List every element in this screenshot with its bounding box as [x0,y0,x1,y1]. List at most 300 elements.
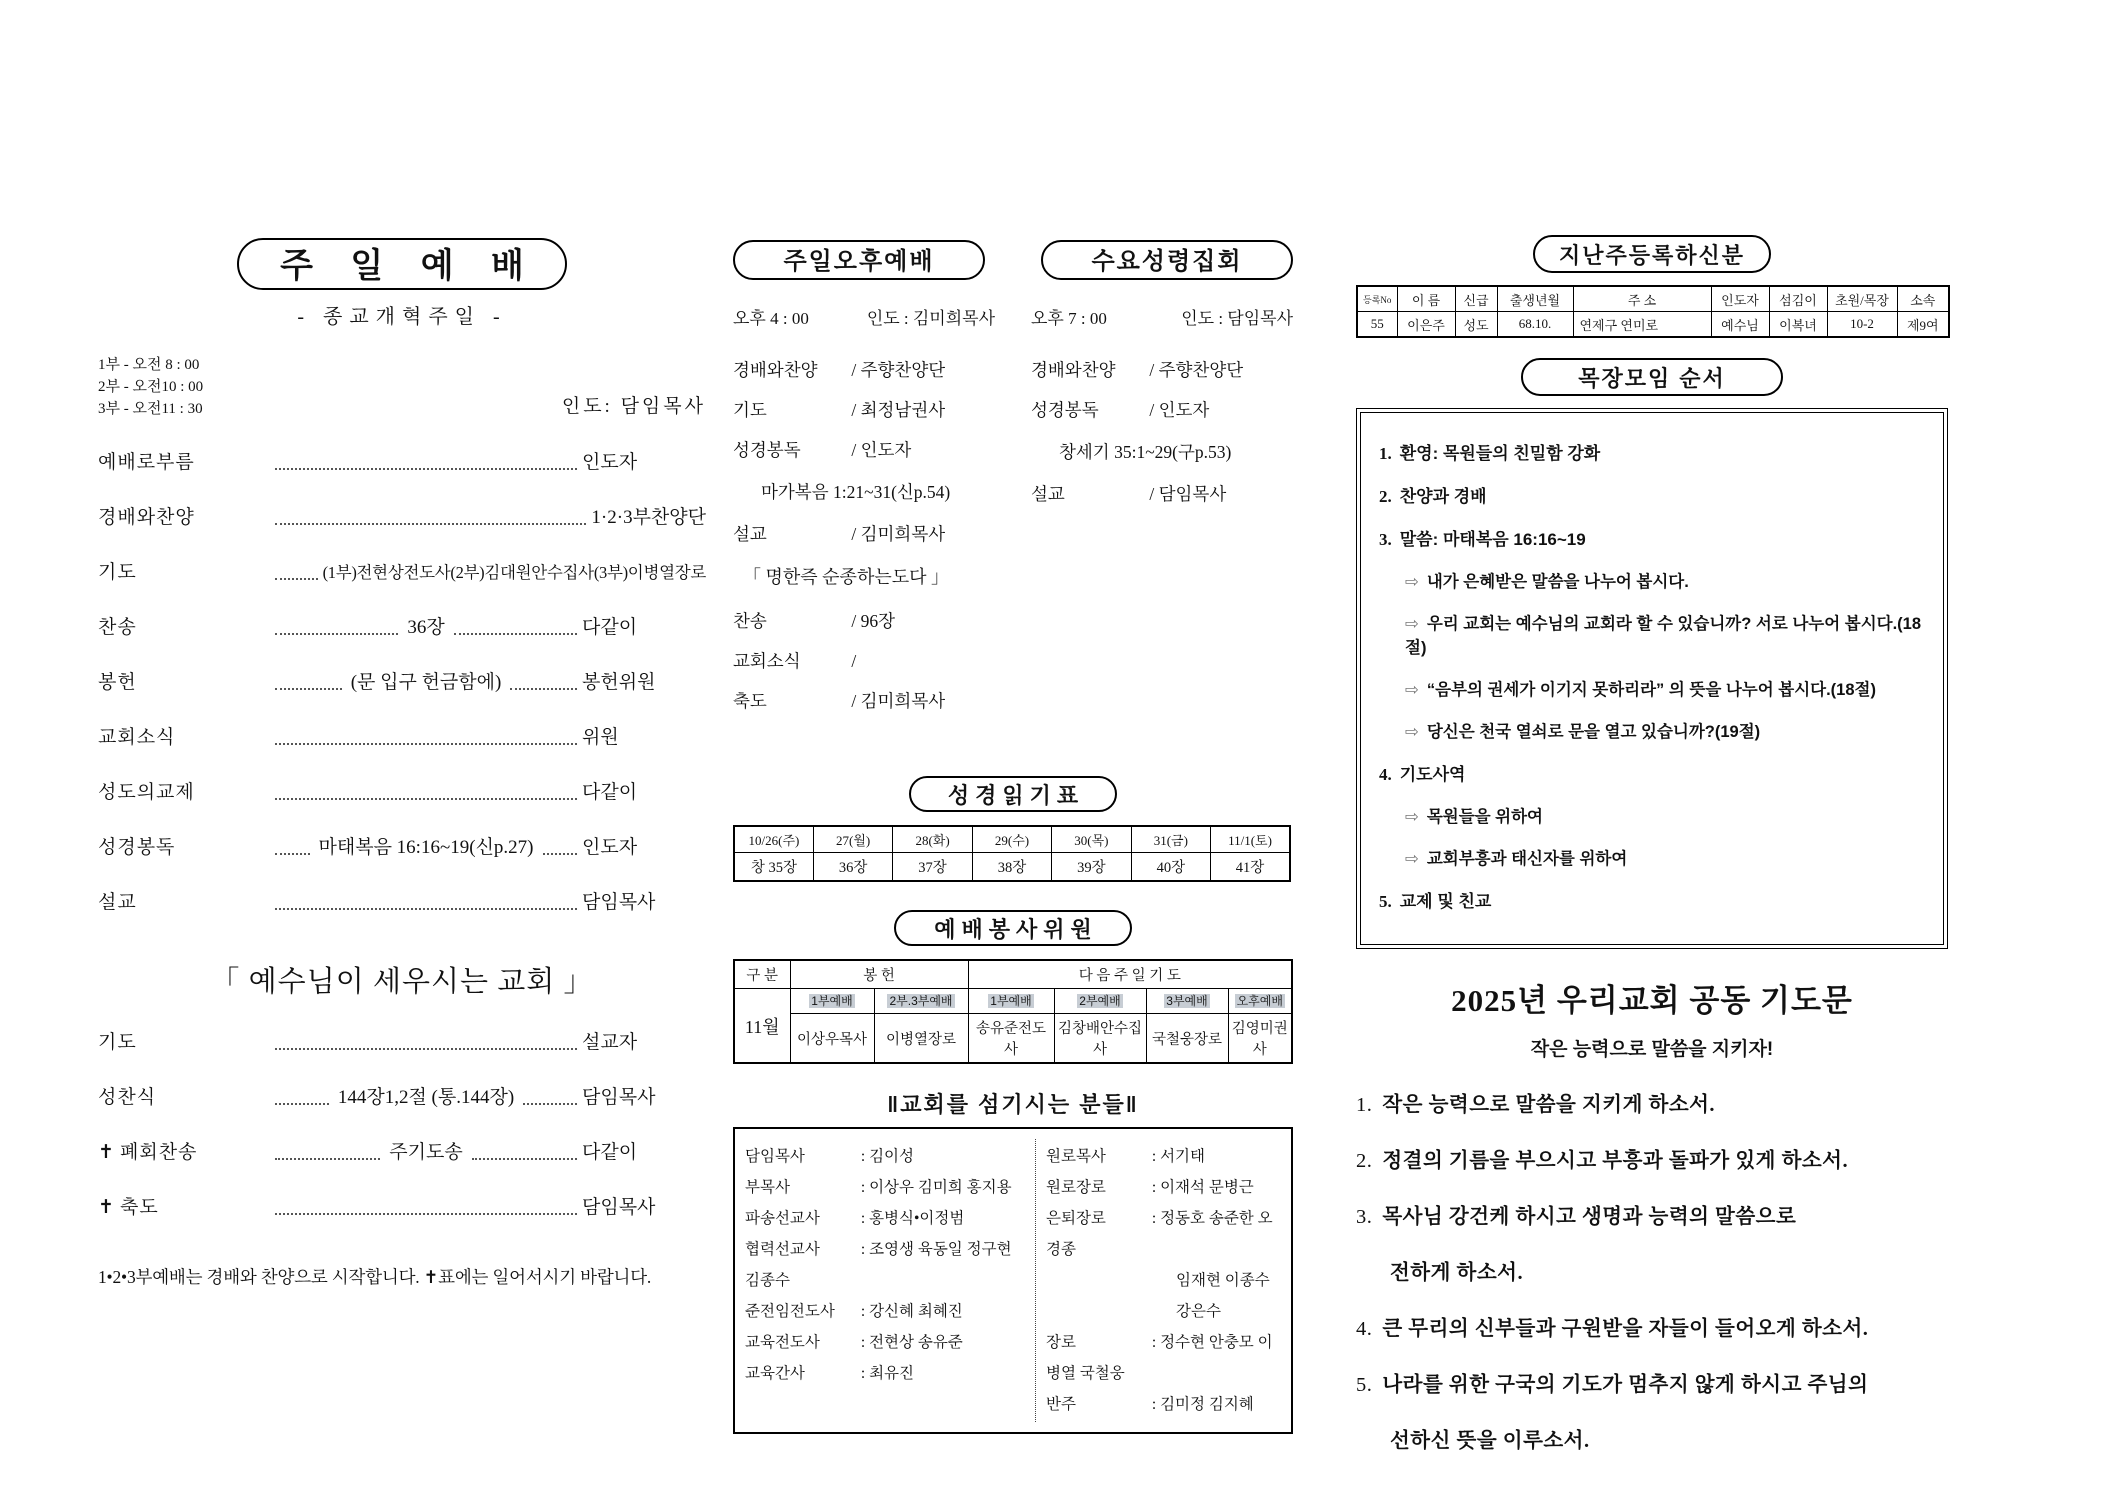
service-item-sep: / [847,524,861,544]
service-item-label: 성경봉독 [733,440,801,460]
servants-subhead-cell [1146,989,1228,1014]
order-label-text: 성도의교제 [98,782,195,804]
service-item-value: 김미희목사 [860,691,946,711]
worship-order-row [98,615,706,640]
wednesday-time: 오후 7 : 00 [1031,309,1107,328]
prayer-line [1356,1199,1948,1229]
bible-reading-table [733,825,1291,882]
mokjang-item-number: 4. [1379,765,1392,784]
staff-colon: : [857,1148,870,1165]
reading-day-cell: 29(수) [972,826,1051,853]
dotted-leader [275,468,577,470]
service-item-sep: / [1145,484,1159,504]
worship-servants-table [733,959,1293,1064]
service-scripture-text: 마가복음 1:21~31(신p.54) [761,482,951,502]
order-right-text: 담임목사 [582,1197,656,1219]
mokjang-item [1379,887,1929,912]
order-right-text: 다같이 [582,782,638,804]
prayer-line [1356,1311,1948,1341]
mokjang-outer-box [1356,408,1948,949]
common-prayer-subtitle: 작은 능력으로 말씀을 지키자! [1530,1039,1774,1060]
church-staff-section [733,1088,1293,1434]
mokjang-order-list [1360,412,1944,945]
mokjang-sub-text: 당신은 천국 열쇠로 문을 열고 있습니까?(19절) [1426,723,1761,741]
service-item-value: 96장 [860,611,896,631]
servants-subhead-cell [874,989,968,1014]
order-label-text: 봉헌 [98,672,137,694]
staff-line [745,1172,1025,1203]
order-label-text: 경배와찬양 [98,507,195,529]
prayer-item-text: 전하게 하소서. [1390,1262,1524,1284]
reading-chapter-row [734,853,1290,882]
bible-reading-section [733,776,1293,882]
servants-subhead-cell [968,989,1054,1014]
mid-service-titles [733,240,1293,280]
worship-order-list-b [98,1030,706,1220]
order-label [98,890,270,915]
reading-chapter-cell: 41장 [1211,853,1290,882]
service-item-row [733,523,995,546]
staff-names: 최유진 [869,1365,914,1382]
service-item-sep: / [847,651,857,671]
registered-value-row [1357,312,1949,338]
staff-line [745,1327,1025,1358]
registered-header-cell: 초원/목장 [1827,286,1897,312]
service-item-value: 김미희목사 [860,524,946,544]
church-staff-left-column [735,1139,1035,1422]
dotted-leader [510,688,577,690]
staff-role: 교육전도사 [745,1334,820,1351]
servants-subhead-cell [1228,989,1292,1014]
reading-day-cell: 10/26(주) [734,826,813,853]
staff-line [745,1296,1025,1327]
order-label [98,835,270,860]
arrow-right-icon: ⇨ [1405,808,1419,826]
service-item-label: 설교 [733,524,767,544]
dotted-leader [275,798,577,800]
staff-role: 협력선교사 [745,1241,820,1258]
order-center-text: 마태복음 16:16~19(신p.27) [318,837,534,859]
afternoon-order-list [733,359,995,730]
service-item-row [733,359,995,382]
staff-colon: : [1148,1334,1161,1351]
prayer-item-text: 목사님 강건케 하시고 생명과 능력의 말씀으로 [1382,1206,1797,1228]
staff-names: 서기태 [1160,1148,1205,1165]
worship-order-row [98,890,706,915]
prayer-line [1356,1367,1948,1397]
staff-names: 정동호 송준한 오경종 [1046,1210,1273,1258]
servants-name-cell: 송유준전도사 [968,1014,1054,1064]
staff-line [1046,1327,1281,1389]
staff-colon: : [1148,1396,1161,1413]
worship-order-row [98,450,706,475]
servants-subhead-cell [790,989,874,1014]
right-section [1356,235,1948,1453]
registered-value-cell: 68.10. [1497,312,1573,338]
reading-chapter-cell: 40장 [1131,853,1210,882]
dotted-leader [543,853,578,855]
prayer-line [1356,1423,1948,1453]
worship-order-list-a [98,450,706,915]
worship-servants-section [733,910,1293,1064]
staff-colon: : [857,1179,870,1196]
mokjang-item [1379,525,1929,550]
mokjang-item [1379,439,1929,464]
servants-header-row [734,960,1292,989]
reading-day-cell: 27(월) [813,826,892,853]
sermon-title: 「 예수님이 세우시는 교회 」 [210,966,594,999]
reading-day-cell: 30(목) [1052,826,1131,853]
wednesday-order-list [1031,359,1293,730]
staff-line [745,1358,1025,1389]
service-item-label: 설교 [1031,484,1065,504]
service-time-2: 2부 - 오전10 : 00 [98,378,204,395]
servants-subhead-row [734,989,1292,1014]
newly-registered-table [1356,285,1950,338]
staff-colon: : [1148,1210,1161,1227]
bible-reading-title: 성경읽기표 [909,776,1117,812]
staff-role: 교육간사 [745,1365,805,1382]
registered-header-cell: 신급 [1455,286,1497,312]
dotted-leader [275,1213,577,1215]
mokjang-sub-text: 우리 교회는 예수님의 교회라 할 수 있습니까? 서로 나누어 봅시다.(18절) [1405,615,1922,657]
sunday-worship-meta [98,355,706,420]
prayer-item-text: 작은 능력으로 말씀을 지키게 하소서. [1382,1094,1716,1116]
order-label-text: 폐회찬송 [120,1142,198,1164]
reading-chapter-cell: 창 35장 [734,853,813,882]
mokjang-section [1356,358,1948,949]
order-label-text: 설교 [98,892,137,914]
registered-value-cell: 연제구 연미로 [1573,312,1711,338]
staff-names: 홍병식•이정범 [869,1210,965,1227]
worship-order-row [98,1140,706,1165]
staff-names: 조영생 육동일 정구현 김종수 [745,1241,1012,1289]
staff-line [1046,1141,1281,1172]
church-staff-box [733,1127,1293,1434]
staff-names: 이상우 김미희 홍지용 [869,1179,1012,1196]
servants-group-offering: 봉 헌 [790,960,968,989]
sunday-worship-subtitle: - 종교개혁주일 - [297,306,507,328]
reading-day-cell: 11/1(토) [1211,826,1290,853]
staff-role: 원로목사 [1046,1148,1106,1165]
service-item-sep: / [847,440,861,460]
prayer-item-number: 3. [1356,1206,1373,1228]
order-right-text: 담임목사 [582,892,656,914]
mokjang-sub-item [1405,568,1929,592]
mokjang-sub-item [1405,845,1929,869]
order-label-text: 기도 [98,562,137,584]
registered-header-cell: 주 소 [1573,286,1711,312]
reading-chapter-cell: 37장 [893,853,972,882]
cross-icon: ✝ [98,1197,114,1219]
common-prayer-list [1356,1087,1948,1453]
prayer-item-number: 1. [1356,1094,1373,1116]
order-right-text: 위원 [582,727,619,749]
service-item-label: 축도 [733,691,767,711]
arrow-right-icon: ⇨ [1405,681,1419,699]
registered-value-cell: 이복녀 [1769,312,1827,338]
service-item-value: 주향찬양단 [1158,360,1244,380]
registered-value-cell: 성도 [1455,312,1497,338]
church-staff-right-column [1035,1139,1291,1422]
staff-line [1046,1203,1281,1265]
order-label [98,780,270,805]
order-label [98,1195,270,1220]
servants-subhead-text: 2부예배 [1079,994,1121,1008]
staff-colon: : [857,1241,870,1258]
service-item-row [733,690,995,713]
reading-chapter-cell: 36장 [813,853,892,882]
registered-header-cell: 출생년월 [1497,286,1573,312]
service-item-label: 경배와찬양 [1031,360,1116,380]
mokjang-sub-text: “음부의 권세가 이기지 못하리라” 의 뜻을 나누어 봅시다.(18절) [1426,681,1876,699]
service-item-sep: / [847,691,861,711]
order-right-text: 인도자 [582,837,638,859]
dotted-leader [275,1048,577,1050]
order-center-text: (문 입구 헌금함에) [350,672,502,694]
mokjang-sub-text: 내가 은혜받은 말씀을 나누어 봅시다. [1426,573,1689,591]
order-right-text: 설교자 [582,1032,638,1054]
mokjang-item-number: 2. [1379,487,1392,506]
service-item-label: 교회소식 [733,651,801,671]
prayer-item-text: 정결의 기름을 부으시고 부흥과 돌파가 있게 하소서. [1382,1150,1849,1172]
servants-name-cell: 이병열장로 [874,1014,968,1064]
middle-section [733,240,1293,1434]
order-right-text: 담임목사 [582,1087,656,1109]
wednesday-leader: 인도 : 담임목사 [1181,309,1293,328]
registered-value-cell: 55 [1357,312,1397,338]
service-item-value: 인도자 [1158,400,1210,420]
worship-order-row [98,1030,706,1055]
common-prayer-title: 2025년 우리교회 공동 기도문 [1451,983,1853,1018]
dotted-leader [275,633,398,635]
order-label-text: 성경봉독 [98,837,176,859]
service-item-label: 경배와찬양 [733,360,818,380]
staff-role: 부목사 [745,1179,790,1196]
service-item-label: 성경봉독 [1031,400,1099,420]
staff-names: 강신혜 최혜진 [869,1303,963,1320]
mokjang-item [1379,760,1929,785]
order-label-text: 축도 [120,1197,159,1219]
dotted-leader [472,1158,577,1160]
order-label [98,450,270,475]
staff-colon: : [857,1365,870,1382]
worship-order-row [98,725,706,750]
service-item-row [1031,399,1293,422]
mokjang-sub-item [1405,676,1929,700]
prayer-item-text: 큰 무리의 신부들과 구원받을 자들이 들어오게 하소서. [1382,1318,1869,1340]
staff-line [1046,1265,1281,1327]
staff-role: 파송선교사 [745,1210,820,1227]
prayer-item-number: 5. [1356,1374,1373,1396]
servants-subhead-text: 2부.3부예배 [889,994,953,1008]
servants-month: 11월 [734,989,790,1064]
reading-chapter-cell: 38장 [972,853,1051,882]
dotted-leader [275,1158,380,1160]
newly-registered-title: 지난주등록하신분 [1533,235,1771,273]
mokjang-item-text: 교제 및 친교 [1399,892,1492,911]
cross-icon: ✝ [98,1142,114,1164]
service-item-value: 최정남권사 [860,400,946,420]
church-staff-title: ‖교회를 섬기시는 분들‖ [887,1092,1139,1117]
arrow-right-icon: ⇨ [1405,850,1419,868]
registered-header-cell: 섬김이 [1769,286,1827,312]
order-center-text: 주기도송 [389,1142,463,1164]
staff-role: 준전임전도사 [745,1303,835,1320]
order-label-text: 성찬식 [98,1087,157,1109]
worship-order-row [98,1085,706,1110]
mokjang-sub-text: 목원들을 위하여 [1426,808,1543,826]
reading-chapter-cell: 39장 [1052,853,1131,882]
order-right-text: 다같이 [582,1142,638,1164]
worship-order-row [98,1195,706,1220]
servants-subhead-text: 3부예배 [1166,994,1208,1008]
mokjang-item-text: 환영: 목원들의 친밀함 강화 [1399,444,1601,463]
staff-role: 은퇴장로 [1046,1210,1106,1227]
servants-name-cell: 국철웅장로 [1146,1014,1228,1064]
order-label [98,560,270,585]
service-times [98,355,203,420]
staff-names: 김미정 김지혜 [1160,1396,1254,1413]
mokjang-sub-item [1405,610,1929,658]
prayer-item-text: 나라를 위한 구국의 기도가 멈추지 않게 하시고 주님의 [1382,1374,1869,1396]
staff-line [745,1141,1025,1172]
order-label-text: 교회소식 [98,727,176,749]
dotted-leader [275,688,342,690]
service-item-row [733,439,995,462]
order-center-text: 144장1,2절 (통.144장) [337,1087,515,1109]
worship-servants-title: 예배봉사위원 [894,910,1132,946]
worship-order-row [98,835,706,860]
worship-order-row [98,560,706,585]
sunday-worship-section [98,238,706,1289]
prayer-item-number: 2. [1356,1150,1373,1172]
service-item-sep: / [1145,400,1159,420]
dotted-leader [275,1103,329,1105]
service-item-value: 담임목사 [1158,484,1227,504]
staff-role: 반주 [1046,1396,1076,1413]
mokjang-item-text: 말씀: 마태복음 16:16~19 [1399,530,1586,549]
service-item-row [733,399,995,422]
dotted-leader [523,1103,577,1105]
staff-role: 장로 [1046,1334,1076,1351]
dotted-leader [275,578,318,580]
staff-names: 이재석 문병근 [1160,1179,1254,1196]
registered-header-cell: 인도자 [1711,286,1769,312]
order-right-text: 다같이 [582,617,638,639]
worship-footnote: 1•2•3부예배는 경배와 찬양으로 시작합니다. ✝표에는 일어서시기 바랍니다. [98,1267,652,1288]
prayer-item-text: 선하신 뜻을 이루소서. [1390,1430,1590,1452]
dotted-leader [275,523,586,525]
mokjang-sub-item [1405,803,1929,827]
staff-names: 임재현 이종수 강은수 [1176,1272,1270,1320]
staff-colon: : [857,1210,870,1227]
mokjang-item-number: 1. [1379,444,1392,463]
afternoon-info [733,304,995,329]
registered-value-cell: 10-2 [1827,312,1897,338]
order-label-text: 기도 [98,1032,137,1054]
servants-subhead-text: 1부예배 [811,994,853,1008]
order-label [98,615,270,640]
service-leader: 인도: 담임목사 [561,396,706,418]
registered-header-cell: 등록No [1357,286,1397,312]
wednesday-info [1031,304,1293,329]
reading-day-cell: 31(금) [1131,826,1210,853]
servants-group-nextweek: 다 음 주 일 기 도 [968,960,1292,989]
prayer-line [1356,1143,1948,1173]
mokjang-item-number: 3. [1379,530,1392,549]
afternoon-time: 오후 4 : 00 [733,309,809,328]
common-prayer-section [1356,975,1948,1453]
service-item-value: 주향찬양단 [860,360,946,380]
staff-names: 김이성 [869,1148,914,1165]
service-item-row [1031,483,1293,506]
registered-header-row [1357,286,1949,312]
staff-role: 담임목사 [745,1148,805,1165]
mokjang-sub-text: 교회부흥과 태신자를 위하여 [1426,850,1628,868]
order-right-text: (1부)전현상전도사(2부)김대원안수집사(3부)이병열장로 [322,563,706,583]
order-right-text: 인도자 [582,452,638,474]
afternoon-leader: 인도 : 김미희목사 [866,309,995,328]
order-label-text: 예배로부름 [98,452,195,474]
servants-name-cell: 이상우목사 [790,1014,874,1064]
service-item-sep: / [847,360,861,380]
wednesday-service-title: 수요성령집회 [1041,240,1293,280]
service-time-1: 1부 - 오전 8 : 00 [98,357,200,373]
servants-subhead-text: 오후예배 [1236,994,1283,1008]
order-label [98,670,270,695]
mokjang-item-text: 찬양과 경배 [1399,487,1487,506]
service-item-value: 인도자 [860,440,912,460]
servants-subhead-cell [1054,989,1146,1014]
order-right-text: 1·2·3부찬양단 [591,507,706,529]
servants-col-label: 구 분 [734,960,790,989]
registered-value-cell: 이은주 [1397,312,1455,338]
servants-name-cell: 김창배안수집사 [1054,1014,1146,1064]
staff-names: 전현상 송유준 [869,1334,963,1351]
staff-names: 정수현 안충모 이병열 국철웅 [1046,1334,1273,1382]
registered-value-cell: 제9여 [1897,312,1949,338]
staff-line [745,1234,1025,1296]
staff-line [1046,1389,1281,1420]
reading-header-row [734,826,1290,853]
service-sermon-quote: 「 명한즉 순종하는도다 」 [743,567,949,587]
service-item-sep: / [847,611,861,631]
service-item-row [733,650,995,673]
dotted-leader [275,743,577,745]
sunday-worship-title: 주 일 예 배 [237,238,567,290]
arrow-right-icon: ⇨ [1405,615,1419,633]
order-label [98,1140,270,1165]
service-item-label: 기도 [733,400,767,420]
prayer-line [1356,1087,1948,1117]
prayer-line [1356,1255,1948,1285]
mokjang-title: 목장모임 순서 [1521,358,1783,396]
registered-header-cell: 소속 [1897,286,1949,312]
order-label [98,1085,270,1110]
mid-service-infos [733,304,1293,329]
reading-day-cell: 28(화) [893,826,972,853]
service-item-sep: / [847,400,861,420]
service-item-row [1031,359,1293,382]
mokjang-item-number: 5. [1379,892,1392,911]
service-item-sep: / [1145,360,1159,380]
service-scripture-text: 창세기 35:1~29(구p.53) [1059,442,1232,462]
servants-name-cell: 김영미권사 [1228,1014,1292,1064]
order-label [98,1030,270,1055]
staff-role: 원로장로 [1046,1179,1106,1196]
registered-value-cell: 예수님 [1711,312,1769,338]
